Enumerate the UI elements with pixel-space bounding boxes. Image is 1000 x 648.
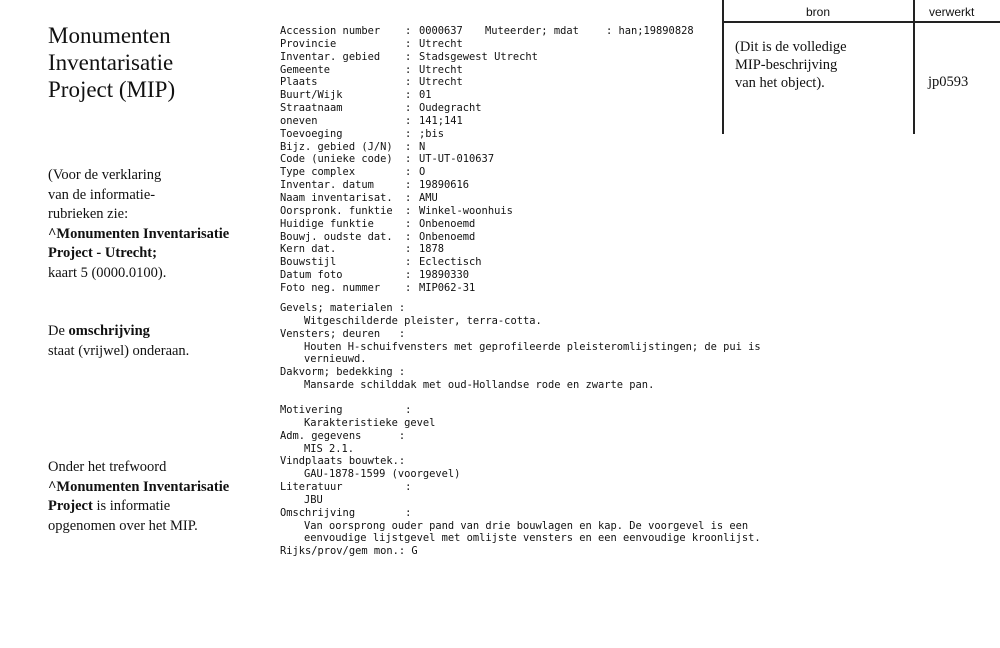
field-separator: : (405, 50, 412, 63)
field-separator: : (405, 153, 412, 166)
field-label: Buurt/Wijk (280, 89, 343, 102)
note-line: van de informatie- (48, 186, 156, 203)
box-description (735, 38, 847, 92)
field-label: Bijz. gebied (J/N) (280, 140, 393, 153)
field-separator: : (405, 230, 412, 243)
field-label: Naam inventarisat. (280, 191, 393, 204)
note-line: ^Monumenten Inventarisatie (48, 478, 230, 495)
column-header-source: bron (806, 5, 831, 19)
note-line: Project - Utrecht; (48, 245, 157, 261)
field-label: Gevels; materialen : (280, 302, 406, 314)
note-keyword: Project (48, 498, 93, 514)
record-row (280, 51, 538, 64)
field-value: Stadsgewest Utrecht (419, 50, 538, 63)
note-line: ^Monumenten Inventarisatie (48, 225, 230, 242)
field-label: Oorspronk. funktie (280, 204, 393, 217)
note-line: kaart 5 (0000.0100). (48, 264, 167, 281)
field-value: Eclectisch (419, 256, 482, 269)
note-line: (Voor de verklaring (48, 167, 162, 183)
record-row (280, 128, 538, 141)
field-separator: : (405, 25, 412, 37)
field-value: Van oorsprong ouder pand van drie bouwlagen en kap. De voorgevel is een (304, 519, 749, 532)
field-value: UT-UT-010637 (419, 153, 495, 166)
field-value: 01 (419, 89, 432, 102)
page-title (48, 22, 248, 103)
field-value: Utrecht (419, 76, 463, 89)
field-label: Inventar. datum (280, 179, 374, 192)
record-row (280, 243, 538, 256)
record-row (280, 282, 538, 295)
column-header-processed: verwerkt (929, 5, 975, 19)
record-row (280, 38, 538, 51)
field-label: Bouwj. oudste dat. (280, 230, 393, 243)
field-separator: : (405, 269, 412, 282)
record-row (280, 269, 538, 282)
record-row (280, 218, 538, 231)
field-label: Straatnaam (280, 102, 343, 115)
record-row (280, 102, 538, 115)
field-value: Mansarde schilddak met oud-Hollandse rode en zwarte pan. (304, 379, 655, 392)
field-value: 141;141 (419, 114, 463, 127)
box-line: MIP-beschrijving (735, 57, 838, 73)
field-value: Utrecht (419, 37, 463, 50)
field-separator: : (405, 102, 412, 115)
field-value: MIP062-31 (419, 281, 476, 294)
field-label: Inventar. gebied (280, 50, 381, 63)
field-separator: : (405, 179, 412, 192)
field-value: 19890330 (419, 269, 470, 282)
field-value: Oudegracht (419, 102, 482, 115)
field-label: Vindplaats bouwtek.: (280, 455, 406, 468)
field-separator: : (405, 243, 412, 256)
field-separator: : (405, 114, 412, 127)
field-value: GAU-1878-1599 (voorgevel) (304, 468, 461, 481)
note-line: staat (vrijwel) onderaan. (48, 342, 190, 359)
field-label: Rijks/prov/gem mon.: G (280, 545, 418, 558)
field-value: AMU (419, 191, 438, 204)
field-value: Onbenoemd (419, 230, 476, 243)
field-label: Kern dat. (280, 243, 337, 256)
field-label: Literatuur : (280, 481, 412, 494)
title-line: Inventarisatie (48, 50, 174, 75)
materials-block (280, 302, 761, 392)
field-label: Toevoeging (280, 127, 343, 140)
record-row (280, 89, 538, 102)
field-value: O (419, 166, 426, 179)
field-separator: : (405, 140, 412, 153)
field-separator: : (405, 166, 412, 179)
description-note (48, 322, 278, 361)
note-text: De (48, 323, 69, 339)
reference-note (48, 166, 278, 283)
record-row (280, 115, 538, 128)
field-label: Type complex (280, 166, 356, 179)
keyword-note (48, 458, 278, 536)
field-value: Houten H-schuifvensters met geprofileerde pleisteromlijstingen; de pui is (304, 340, 761, 353)
field-value: JBU (304, 493, 323, 506)
record-code: jp0593 (928, 74, 969, 90)
record-row (280, 256, 538, 269)
notes-block (280, 404, 761, 558)
field-label: Code (unieke code) (280, 153, 393, 166)
field-value: ;bis (419, 127, 445, 140)
field-separator: : (405, 204, 412, 217)
field-separator: : (405, 89, 412, 102)
field-value: Winkel-woonhuis (419, 204, 513, 217)
field-value: MIS 2.1. (304, 442, 355, 455)
field-value: 1878 (419, 243, 445, 256)
field-label: Accession number (280, 25, 381, 37)
record-row (280, 76, 538, 89)
field-separator: : (405, 281, 412, 294)
mutator-label: Muteerder; mdat (485, 25, 579, 37)
record-row (280, 231, 538, 244)
field-label: Adm. gegevens : (280, 429, 406, 442)
note-line: Onder het trefwoord (48, 459, 167, 475)
field-separator: : (405, 63, 412, 76)
record-row (280, 153, 538, 166)
field-value: N (419, 140, 426, 153)
record-row (280, 205, 538, 218)
field-value: Onbenoemd (419, 217, 476, 230)
field-separator: : (405, 256, 412, 269)
note-keyword: omschrijving (68, 323, 150, 339)
title-line: Project (MIP) (48, 77, 176, 102)
field-value: Witgeschilderde pleister, terra-cotta. (304, 314, 542, 327)
record-row (280, 179, 538, 192)
record-row (280, 141, 538, 154)
record-row (280, 166, 538, 179)
field-value: 19890616 (419, 179, 470, 192)
record-fields (280, 25, 694, 295)
field-label: Motivering : (280, 404, 412, 416)
field-separator: : (405, 37, 412, 50)
box-header-rule (722, 21, 1000, 23)
field-value: vernieuwd. (304, 353, 367, 366)
field-separator: : (405, 191, 412, 204)
field-label: Vensters; deuren : (280, 327, 406, 340)
title-line: Monumenten (48, 23, 171, 48)
field-label: Gemeente (280, 63, 331, 76)
field-separator: : (405, 217, 412, 230)
field-separator: : (405, 76, 412, 89)
box-line: (Dit is de volledige (735, 39, 847, 55)
note-line: opgenomen over het MIP. (48, 517, 198, 534)
field-label: Bouwstijl (280, 256, 337, 269)
field-value: eenvoudige lijstgevel met omlijste vensters en een eenvoudige kroonlijst. (304, 532, 761, 545)
field-value: Utrecht (419, 63, 463, 76)
field-label: oneven (280, 114, 318, 127)
field-label: Huidige funktie (280, 217, 374, 230)
note-line: rubrieken zie: (48, 206, 129, 222)
field-label: Foto neg. nummer (280, 281, 381, 294)
field-label: Dakvorm; bedekking : (280, 366, 406, 379)
field-label: Omschrijving : (280, 506, 412, 519)
record-row (280, 192, 538, 205)
record-row (280, 64, 538, 77)
box-line: van het object). (735, 75, 825, 91)
field-value: 0000637 (419, 25, 463, 37)
field-label: Plaats (280, 76, 318, 89)
field-label: Datum foto (280, 269, 343, 282)
note-text: is informatie (92, 498, 171, 514)
field-value: Karakteristieke gevel (304, 416, 436, 429)
mutator-value: : han;19890828 (606, 25, 694, 37)
field-separator: : (405, 127, 412, 140)
field-label: Provincie (280, 37, 337, 50)
